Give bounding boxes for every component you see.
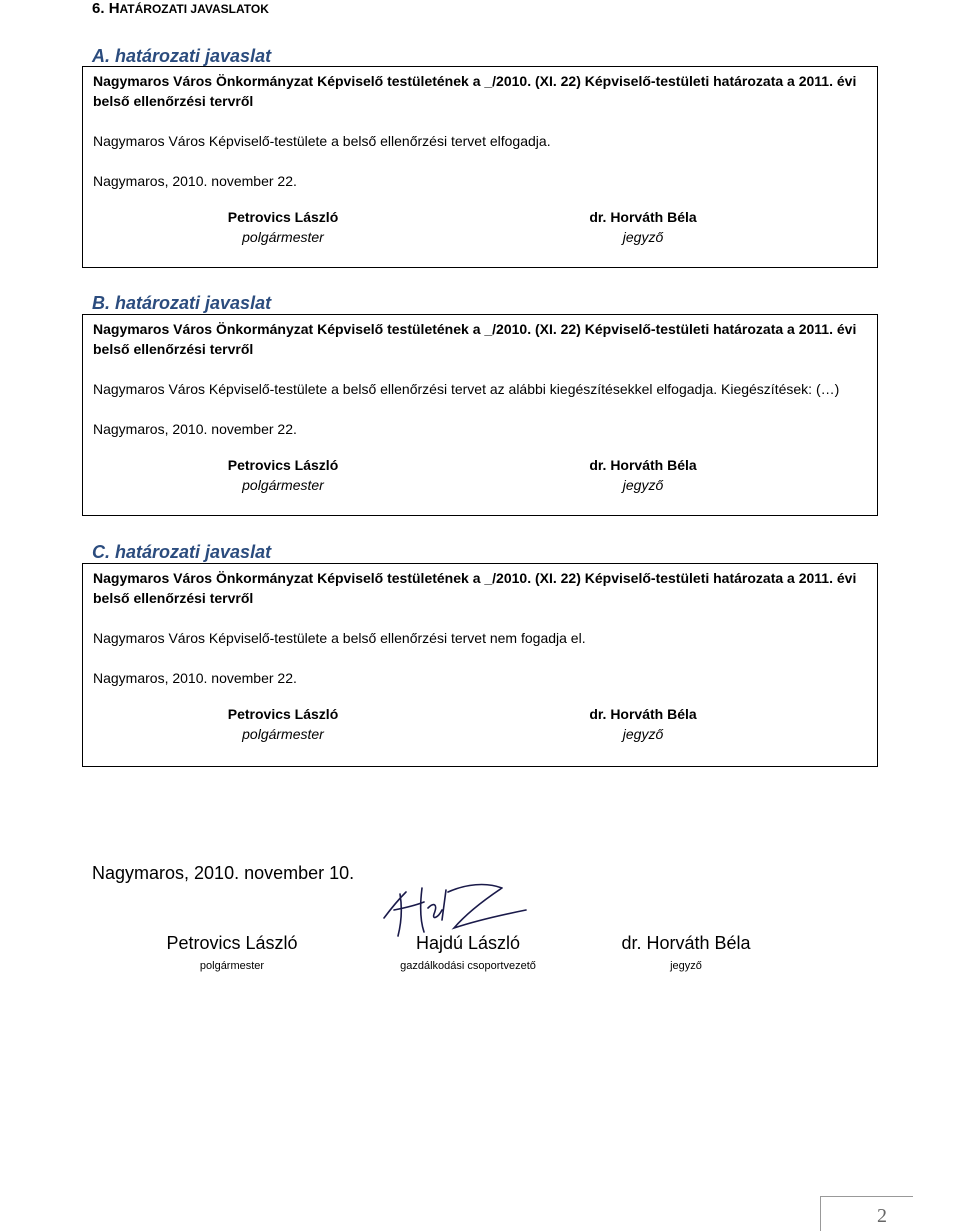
signer-role: jegyző xyxy=(622,477,664,493)
resolution-c-signer-mayor xyxy=(193,704,373,744)
signer-role: jegyző xyxy=(622,726,664,742)
resolution-a-signer-notary xyxy=(553,207,733,247)
signer-role: jegyző xyxy=(670,960,702,972)
resolution-a-signer-mayor xyxy=(193,207,373,247)
signer-name: Petrovics László xyxy=(166,933,298,953)
resolution-b-signer-notary xyxy=(553,455,733,495)
page-number-box xyxy=(820,1196,913,1231)
resolution-b-box xyxy=(82,314,878,516)
section-heading xyxy=(92,0,269,18)
signer-role: polgármester xyxy=(242,726,324,742)
resolution-a-title: A. határozati javaslat xyxy=(92,46,272,66)
signer-name: Petrovics László xyxy=(227,706,339,722)
signer-name: Hajdú László xyxy=(415,933,521,953)
signer-role: polgármester xyxy=(199,960,265,972)
resolution-a-head: Nagymaros Város Önkormányzat Képviselő testületének a _/2010. (XI. 22) Képviselő-testületi határozata a 2011. évi belső ellenőrzési tervről xyxy=(93,73,857,109)
section-title-rest: ATÁROZATI JAVASLATOK xyxy=(119,2,269,16)
resolution-b-title: B. határozati javaslat xyxy=(92,293,272,313)
signer-name: dr. Horváth Béla xyxy=(589,457,697,473)
footer-signer-mayor xyxy=(132,932,332,974)
resolution-c-box xyxy=(82,563,878,767)
signer-name: Petrovics László xyxy=(227,457,339,473)
resolution-c-signer-notary xyxy=(553,704,733,744)
resolution-b-head: Nagymaros Város Önkormányzat Képviselő testületének a _/2010. (XI. 22) Képviselő-testületi határozata a 2011. évi belső ellenőrzési tervről xyxy=(93,321,857,357)
page-number: 2 xyxy=(877,1205,887,1227)
resolution-c-body: Nagymaros Város Képviselő-testülete a belső ellenőrzési tervet nem fogadja el. xyxy=(93,630,586,646)
resolution-c-date: Nagymaros, 2010. november 22. xyxy=(93,670,297,686)
resolution-c-title: C. határozati javaslat xyxy=(92,542,272,562)
signer-role: polgármester xyxy=(242,229,324,245)
footer-signer-finance xyxy=(368,932,568,974)
section-number: 6. xyxy=(92,0,105,17)
resolution-b-signer-mayor xyxy=(193,455,373,495)
signer-name: Petrovics László xyxy=(227,209,339,225)
footer-signer-notary xyxy=(586,932,786,974)
signer-name: dr. Horváth Béla xyxy=(589,706,697,722)
signer-role: polgármester xyxy=(242,477,324,493)
signer-name: dr. Horváth Béla xyxy=(621,933,751,953)
resolution-a-box xyxy=(82,66,878,268)
handwritten-signature xyxy=(376,880,536,940)
signer-role: jegyző xyxy=(622,229,664,245)
footer-date: Nagymaros, 2010. november 10. xyxy=(92,863,355,883)
signer-role: gazdálkodási csoportvezető xyxy=(400,960,536,972)
resolution-a-date: Nagymaros, 2010. november 22. xyxy=(93,173,297,189)
section-first-letter: H xyxy=(108,0,120,17)
resolution-b-body: Nagymaros Város Képviselő-testülete a belső ellenőrzési tervet az alábbi kiegészítésekkel elfogadja. Kiegészítések: (…) xyxy=(93,381,840,397)
resolution-a-body: Nagymaros Város Képviselő-testülete a belső ellenőrzési tervet elfogadja. xyxy=(93,133,551,149)
signer-name: dr. Horváth Béla xyxy=(589,209,697,225)
resolution-c-head: Nagymaros Város Önkormányzat Képviselő testületének a _/2010. (XI. 22) Képviselő-testületi határozata a 2011. évi belső ellenőrzési tervről xyxy=(93,570,857,606)
resolution-b-date: Nagymaros, 2010. november 22. xyxy=(93,421,297,437)
